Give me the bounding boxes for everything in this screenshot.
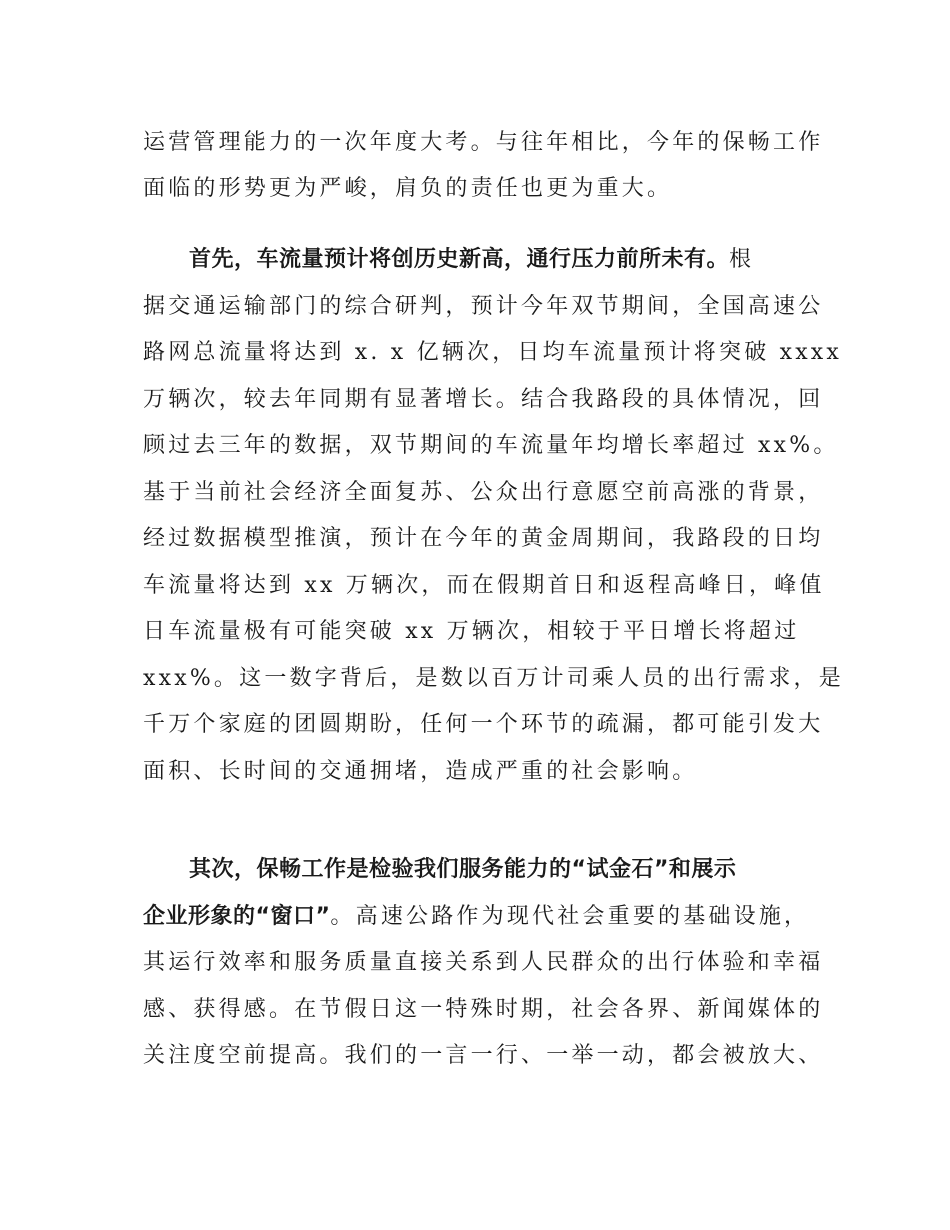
body-text: 日车流量极有可能突破 xx 万辆次，相较于平日增长将超过 [143, 619, 800, 644]
body-text: 其运行效率和服务质量直接关系到人民群众的出行体验和幸福 [143, 950, 824, 975]
paragraph-heading: 其次，保畅工作是检验我们服务能力的“试金石”和展示 [189, 857, 737, 882]
body-text: 据交通运输部门的综合研判，预计今年双节期间，全国高速公 [143, 294, 824, 319]
text-line [143, 948, 823, 978]
body-text: 路网总流量将达到 x. x 亿辆次，日均车流量预计将突破 xxxx [143, 340, 843, 365]
body-text: 车流量将达到 xx 万辆次，而在假期首日和返程高峰日，峰值 [143, 573, 825, 598]
text-line [143, 385, 823, 415]
text-line [143, 1041, 823, 1071]
text-line [143, 524, 823, 554]
body-text: 运营管理能力的一次年度大考。与往年相比，今年的保畅工作 [143, 130, 824, 155]
text-line [143, 757, 697, 787]
text-line [189, 855, 736, 885]
body-text: 关注度空前提高。我们的一言一行、一举一动，都会被放大、 [143, 1043, 824, 1068]
text-line [143, 710, 823, 740]
text-line [143, 617, 799, 647]
text-line [143, 902, 809, 932]
body-text: 。高速公路作为现代社会重要的基础设施， [330, 904, 810, 929]
paragraph-heading: 企业形象的“窗口” [143, 904, 331, 929]
body-text: 感、获得感。在节假日这一特殊时期，社会各界、新闻媒体的 [143, 997, 824, 1022]
text-line [143, 571, 825, 601]
text-line [143, 292, 823, 322]
body-text: 千万个家庭的团圆期盼，任何一个环节的疏漏，都可能引发大 [143, 712, 824, 737]
text-line [143, 664, 844, 694]
body-text: 根 [729, 247, 755, 272]
text-line [143, 431, 839, 461]
body-text: 面临的形势更为严峻，肩负的责任也更为重大。 [143, 176, 673, 201]
body-text: xxx%。这一数字背后，是数以百万计司乘人员的出行需求，是 [143, 666, 844, 691]
body-text: 经过数据模型推演，预计在今年的黄金周期间，我路段的日均 [143, 526, 824, 551]
body-text: 基于当前社会经济全面复苏、公众出行意愿空前高涨的背景， [143, 480, 824, 505]
text-line [143, 995, 823, 1025]
text-line [143, 174, 672, 204]
text-line [143, 128, 823, 158]
body-text: 顾过去三年的数据，双节期间的车流量年均增长率超过 xx%。 [143, 433, 839, 458]
body-text: 面积、长时间的交通拥堵，造成严重的社会影响。 [143, 759, 698, 784]
text-line [143, 338, 842, 368]
text-line [189, 245, 754, 275]
text-line [143, 478, 823, 508]
paragraph-heading: 首先，车流量预计将创历史新高，通行压力前所未有。 [189, 247, 730, 272]
body-text: 万辆次，较去年同期有显著增长。结合我路段的具体情况，回 [143, 387, 824, 412]
